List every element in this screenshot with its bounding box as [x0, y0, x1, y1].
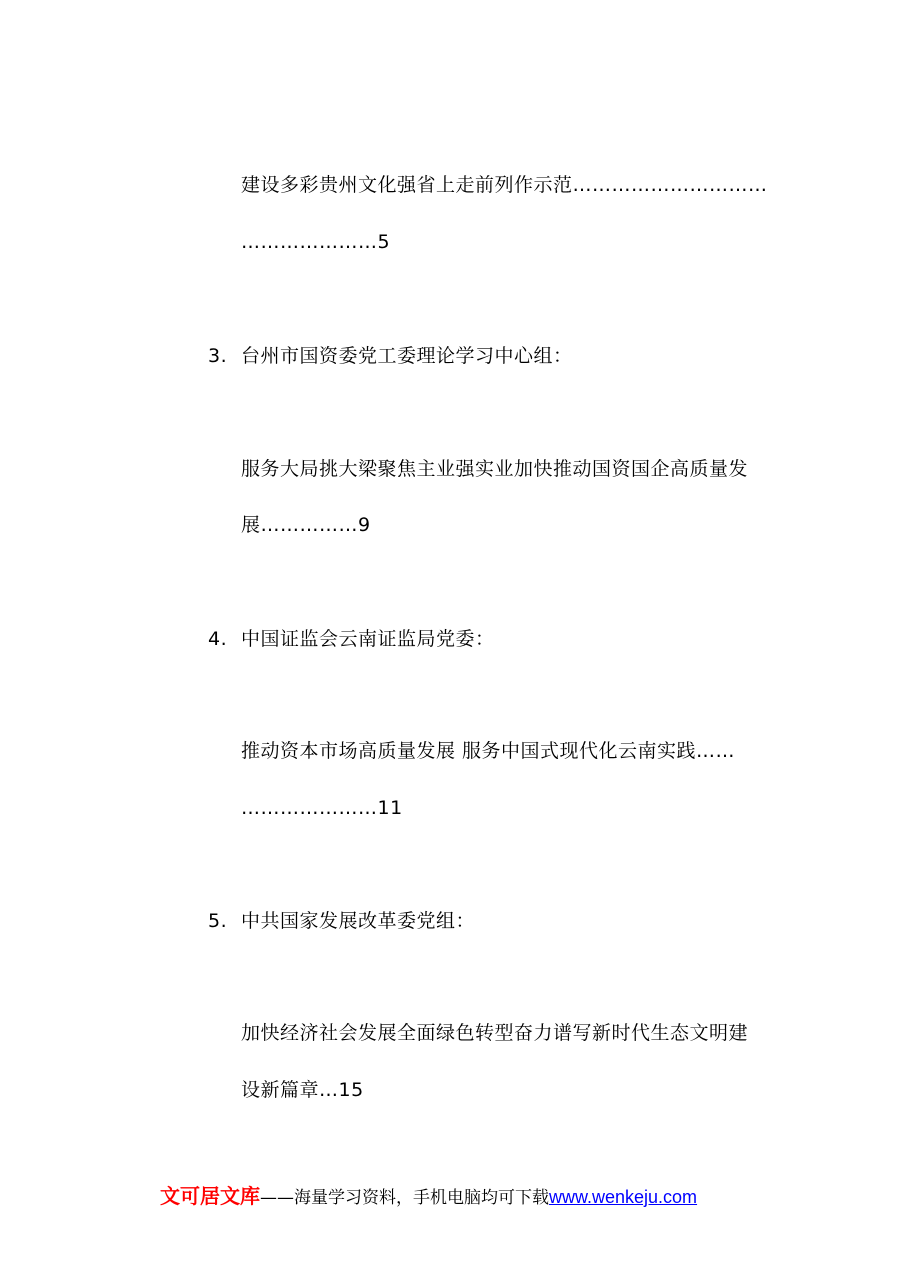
footer-tagline: ——海量学习资料，手机电脑均可下载	[260, 1188, 549, 1208]
toc-entry-title-line-page: …………………5	[241, 231, 391, 253]
toc-entry-number: 5.	[208, 910, 228, 932]
toc-entry-org: 中共国家发展改革委党组：	[241, 910, 476, 932]
footer-website-link[interactable]: www.wenkeju.com	[549, 1187, 698, 1207]
toc-entry-heading-3	[208, 344, 573, 368]
toc-entry-title-line: 推动资本市场高质量发展 服务中国式现代化云南实践……	[241, 740, 736, 762]
toc-entry-title-line-page: 设新篇章…15	[241, 1079, 364, 1101]
toc-entry-org: 台州市国资委党工委理论学习中心组：	[241, 345, 573, 367]
toc-entry-title-line: 服务大局挑大梁聚焦主业强实业加快推动国资国企高质量发	[241, 458, 749, 480]
toc-entry-title-line: 加快经济社会发展全面绿色转型奋力谱写新时代生态文明建	[241, 1022, 749, 1044]
toc-entry-title-line: 建设多彩贵州文化强省上走前列作示范…………………………	[241, 174, 768, 196]
toc-entry-heading-4	[208, 627, 495, 651]
page-footer	[160, 1183, 697, 1211]
toc-entry-number: 4.	[208, 628, 228, 650]
toc-entry-title-line-page: 展……………9	[241, 514, 371, 536]
footer-brand: 文可居文库	[160, 1184, 260, 1208]
toc-entry-number: 3.	[208, 345, 228, 367]
toc-entry-org: 中国证监会云南证监局党委：	[241, 628, 495, 650]
toc-entry-heading-5	[208, 909, 475, 933]
toc-entry-title-line-page: …………………11	[241, 797, 403, 819]
